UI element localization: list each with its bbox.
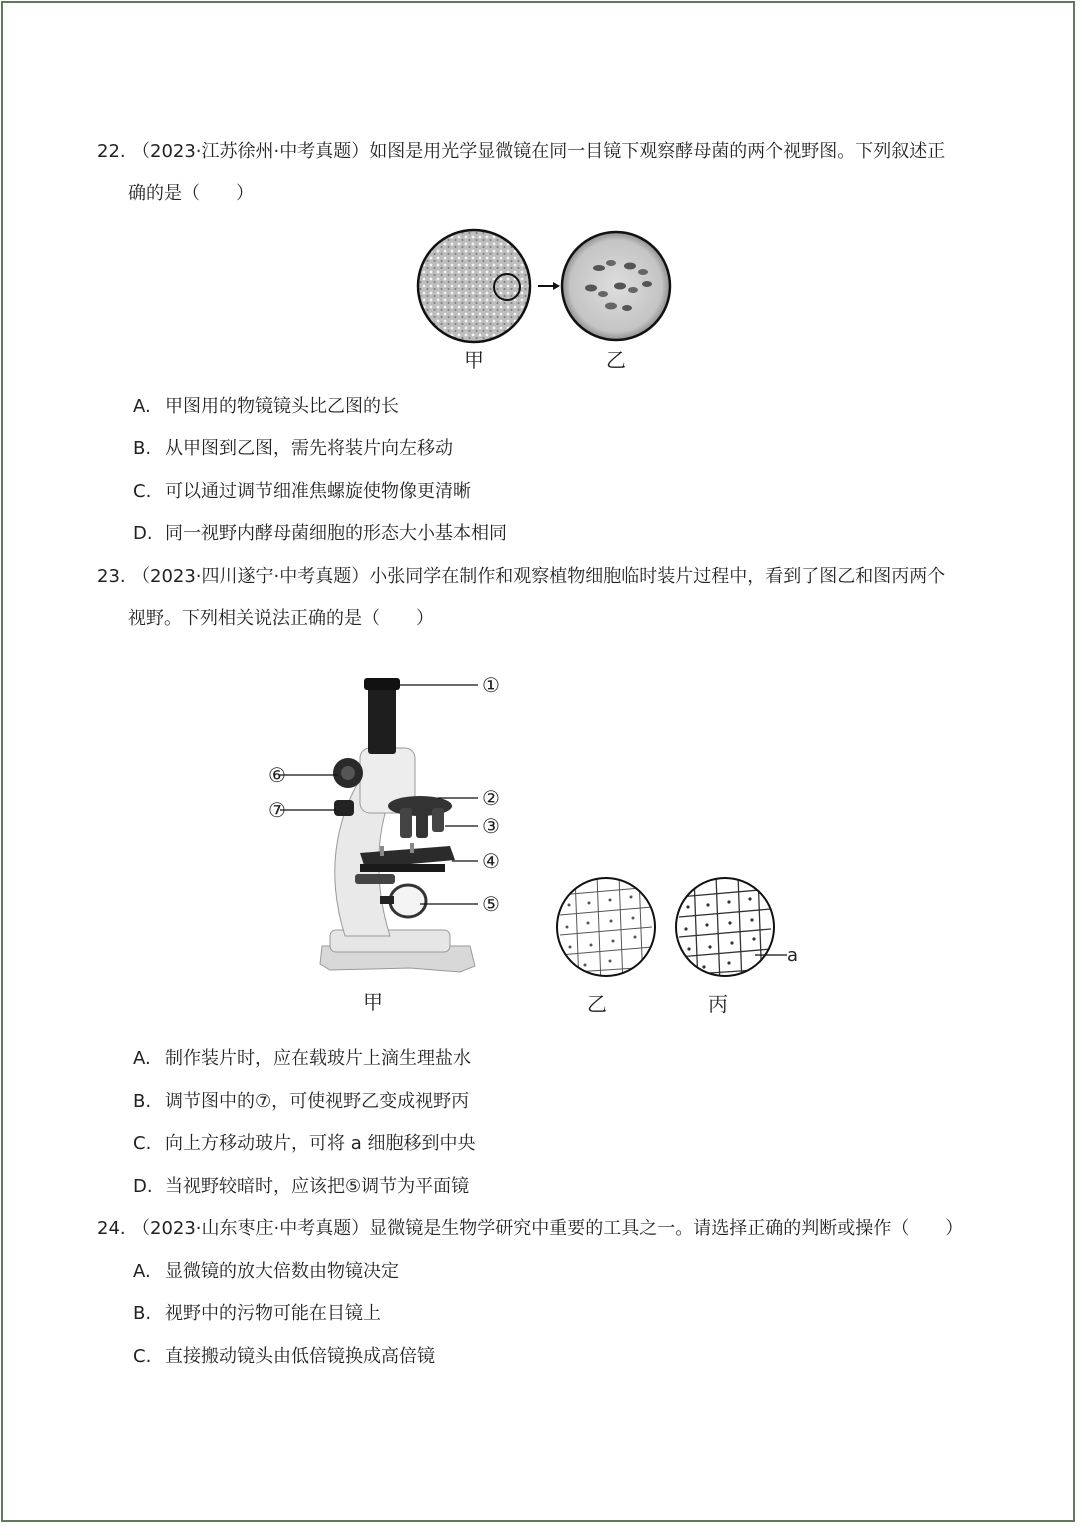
option-letter: D. xyxy=(133,1176,153,1197)
question-stem-line1: （2023·四川遂宁·中考真题）小张同学在制作和观察植物细胞临时装片过程中，看到了图乙和图丙两个 xyxy=(132,566,946,587)
option-text: 可以通过调节细准焦螺旋使物像更清晰 xyxy=(165,481,471,502)
label-6: ⑥ xyxy=(268,763,286,787)
option-letter: D. xyxy=(133,523,153,544)
option-text: 向上方移动玻片，可将 a 细胞移到中央 xyxy=(165,1133,476,1154)
option-a[interactable] xyxy=(133,395,399,419)
option-letter: A. xyxy=(133,1048,151,1069)
option-text: 直接搬动镜头由低倍镜换成高倍镜 xyxy=(165,1346,435,1367)
figure-caption-bing: 丙 xyxy=(708,992,728,1016)
option-c[interactable] xyxy=(133,1132,475,1156)
option-text: 从甲图到乙图，需先将装片向左移动 xyxy=(165,438,453,459)
question-stem-line1: （2023·江苏徐州·中考真题）如图是用光学显微镜在同一目镜下观察酵母菌的两个视野图。下列叙述正 xyxy=(132,141,946,162)
option-b[interactable] xyxy=(133,1302,381,1326)
option-a[interactable] xyxy=(133,1047,471,1071)
option-text: 调节图中的⑦，可使视野乙变成视野丙 xyxy=(165,1091,470,1112)
question-stem-line1: （2023·山东枣庄·中考真题）显微镜是生物学研究中重要的工具之一。请选择正确的判断或操作（ ） xyxy=(132,1218,964,1239)
option-letter: B. xyxy=(133,1303,152,1324)
label-5: ⑤ xyxy=(482,892,500,916)
label-1: ① xyxy=(482,673,500,697)
option-letter: C. xyxy=(133,1133,152,1154)
question-number: 24. xyxy=(97,1218,126,1239)
option-b[interactable] xyxy=(133,1090,469,1114)
question-stem-line2: 视野。下列相关说法正确的是（ ） xyxy=(128,608,434,629)
option-text: 制作装片时，应在载玻片上滴生理盐水 xyxy=(165,1048,471,1069)
option-letter: A. xyxy=(133,396,151,417)
cell-label-a: a xyxy=(787,945,799,966)
yeast-fields-figure xyxy=(415,228,675,348)
figure-caption-yi: 乙 xyxy=(606,348,626,372)
field-yi xyxy=(562,232,670,340)
option-text: 显微镜的放大倍数由物镜决定 xyxy=(165,1261,399,1282)
label-4: ④ xyxy=(482,849,500,873)
option-b[interactable] xyxy=(133,437,453,461)
option-letter: B. xyxy=(133,1091,152,1112)
label-3: ③ xyxy=(482,814,500,838)
figure-caption-jia: 甲 xyxy=(363,990,383,1014)
option-letter: C. xyxy=(133,481,152,502)
question-number: 22. xyxy=(97,141,126,162)
label-2: ② xyxy=(482,786,500,810)
option-letter: B. xyxy=(133,438,152,459)
question-stem-line2: 确的是（ ） xyxy=(128,183,254,204)
option-letter: C. xyxy=(133,1346,152,1367)
figure-caption-jia: 甲 xyxy=(464,348,484,372)
option-letter: A. xyxy=(133,1261,151,1282)
option-d[interactable] xyxy=(133,522,507,546)
option-text: 当视野较暗时，应该把⑤调节为平面镜 xyxy=(165,1176,470,1197)
field-jia xyxy=(418,230,530,342)
option-d[interactable] xyxy=(133,1175,469,1199)
cell-field-bing xyxy=(679,875,771,985)
label-7: ⑦ xyxy=(268,798,286,822)
option-text: 同一视野内酵母菌细胞的形态大小基本相同 xyxy=(165,523,507,544)
cell-field-yi xyxy=(560,875,652,985)
option-a[interactable] xyxy=(133,1260,399,1284)
option-c[interactable] xyxy=(133,480,471,504)
cell-fields-figure xyxy=(555,875,805,985)
option-c[interactable] xyxy=(133,1345,435,1369)
option-text: 甲图用的物镜镜头比乙图的长 xyxy=(165,396,399,417)
option-text: 视野中的污物可能在目镜上 xyxy=(165,1303,381,1324)
question-number: 23. xyxy=(97,566,126,587)
microscope-figure xyxy=(260,668,520,980)
figure-caption-yi: 乙 xyxy=(587,992,607,1016)
arrow-icon xyxy=(538,282,560,290)
